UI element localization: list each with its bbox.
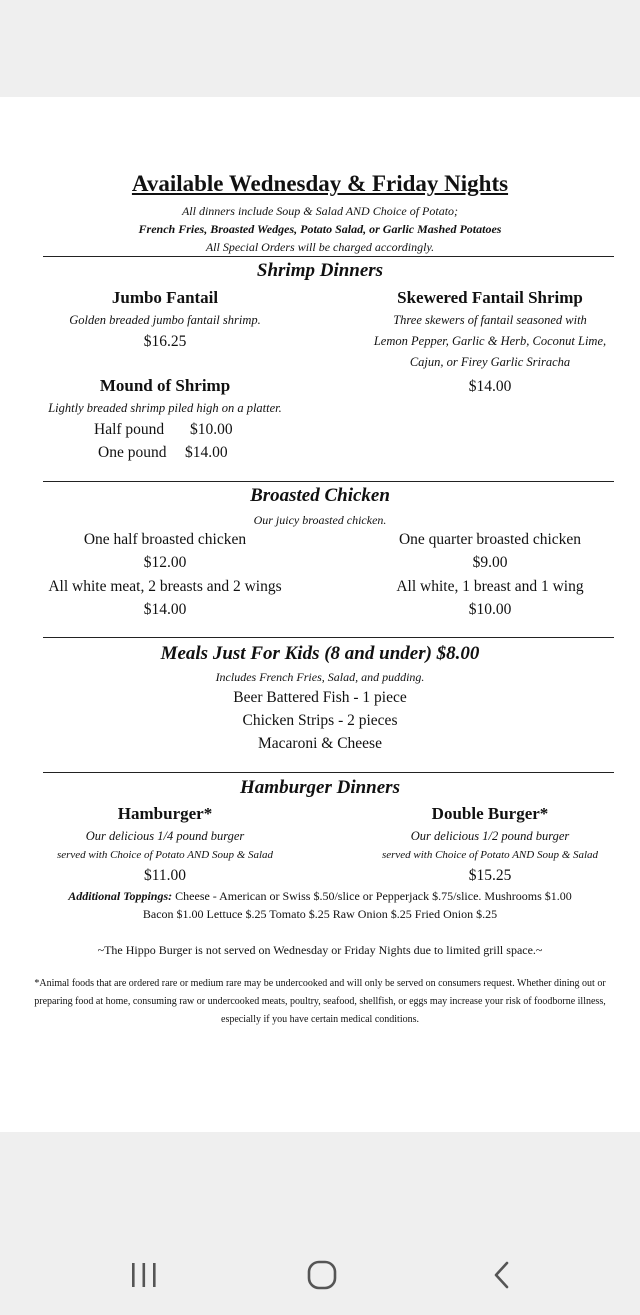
divider (43, 637, 614, 638)
item-half-chicken: One half broasted chicken (83, 531, 247, 548)
home-icon[interactable] (302, 1260, 342, 1290)
food-warning: preparing food at home, consuming raw or undercooked meats, poultry, seafood, shellfish, or eggs may increase your risk of foodborne illness, (34, 996, 606, 1007)
item-price: $9.00 (472, 554, 508, 571)
dinner-note-special: All Special Orders will be charged accordingly. (205, 240, 435, 254)
option-label: Half pound (94, 421, 165, 438)
option-label: One pound (98, 444, 167, 461)
item-desc: Our delicious 1/2 pound burger (410, 829, 570, 843)
section-title-chicken: Broasted Chicken (250, 485, 390, 506)
food-warning: *Animal foods that are ordered rare or medium rare may be undercooked and will only be served on consumers request. Whether dining out or (34, 978, 606, 989)
food-warning: especially if you have certain medical conditions. (221, 1014, 419, 1025)
item-price: $14.00 (143, 601, 187, 618)
item-price: $10.00 (468, 601, 512, 618)
item-quarter-white: All white, 1 breast and 1 wing (396, 578, 584, 595)
item-hamburger: Hamburger* (117, 804, 213, 823)
item-desc: served with Choice of Potato AND Soup & Salad (381, 849, 599, 861)
item-desc: Three skewers of fantail seasoned with (393, 313, 587, 327)
item-desc: Lemon Pepper, Garlic & Herb, Coconut Lime, (373, 334, 607, 348)
dinner-note-1: All dinners include Soup & Salad AND Choice of Potato; (181, 204, 459, 218)
item-skewered-fantail: Skewered Fantail Shrimp (397, 288, 583, 307)
item-price: $14.00 (468, 378, 512, 395)
back-icon[interactable] (482, 1260, 522, 1290)
divider (43, 772, 614, 773)
item-desc: Cajun, or Firey Garlic Sriracha (409, 355, 571, 369)
item-double-burger: Double Burger* (431, 804, 549, 823)
item-desc: Our delicious 1/4 pound burger (85, 829, 245, 843)
option-price: $10.00 (190, 421, 233, 438)
toppings-line: Bacon $1.00 Lettuce $.25 Tomato $.25 Raw Onion $.25 Fried Onion $.25 (142, 907, 498, 921)
section-title-kids: Meals Just For Kids (8 and under) $8.00 (160, 643, 480, 664)
item-white-meat: All white meat, 2 breasts and 2 wings (48, 578, 282, 595)
section-desc: Includes French Fries, Salad, and pudding. (215, 670, 425, 684)
divider (43, 256, 614, 257)
option-price: $14.00 (185, 444, 228, 461)
item-price: $11.00 (143, 867, 187, 884)
kids-item: Chicken Strips - 2 pieces (242, 712, 398, 729)
navigation-bar (0, 1132, 640, 1315)
kids-item: Macaroni & Cheese (258, 735, 382, 752)
hippo-notice: ~The Hippo Burger is not served on Wednesday or Friday Nights due to limited grill space.~ (97, 943, 543, 957)
section-desc: Our juicy broasted chicken. (253, 513, 387, 527)
item-mound-of-shrimp: Mound of Shrimp (99, 376, 231, 395)
section-title-shrimp: Shrimp Dinners (256, 260, 384, 281)
toppings-line (0, 887, 640, 905)
item-desc: Lightly breaded shrimp piled high on a platter. (48, 401, 282, 415)
item-desc: Golden breaded jumbo fantail shrimp. (69, 313, 261, 327)
item-quarter-chicken: One quarter broasted chicken (398, 531, 582, 548)
menu-page (0, 97, 640, 1132)
toppings-text: Cheese - American or Swiss $.50/slice or Pepperjack $.75/slice. Mushrooms $1.00 (175, 889, 572, 903)
item-price: $16.25 (143, 333, 187, 350)
menu-title: Available Wednesday & Friday Nights (131, 171, 509, 196)
item-price: $12.00 (143, 554, 187, 571)
kids-item: Beer Battered Fish - 1 piece (233, 689, 407, 706)
toppings-label: Additional Toppings: (68, 889, 173, 903)
item-desc: served with Choice of Potato AND Soup & Salad (56, 849, 274, 861)
section-title-burgers: Hamburger Dinners (240, 777, 400, 798)
dinner-note-potatoes: French Fries, Broasted Wedges, Potato Salad, or Garlic Mashed Potatoes (138, 222, 502, 236)
divider (43, 481, 614, 482)
item-price: $15.25 (468, 867, 512, 884)
recent-apps-icon[interactable] (124, 1260, 164, 1290)
item-jumbo-fantail: Jumbo Fantail (111, 288, 219, 307)
